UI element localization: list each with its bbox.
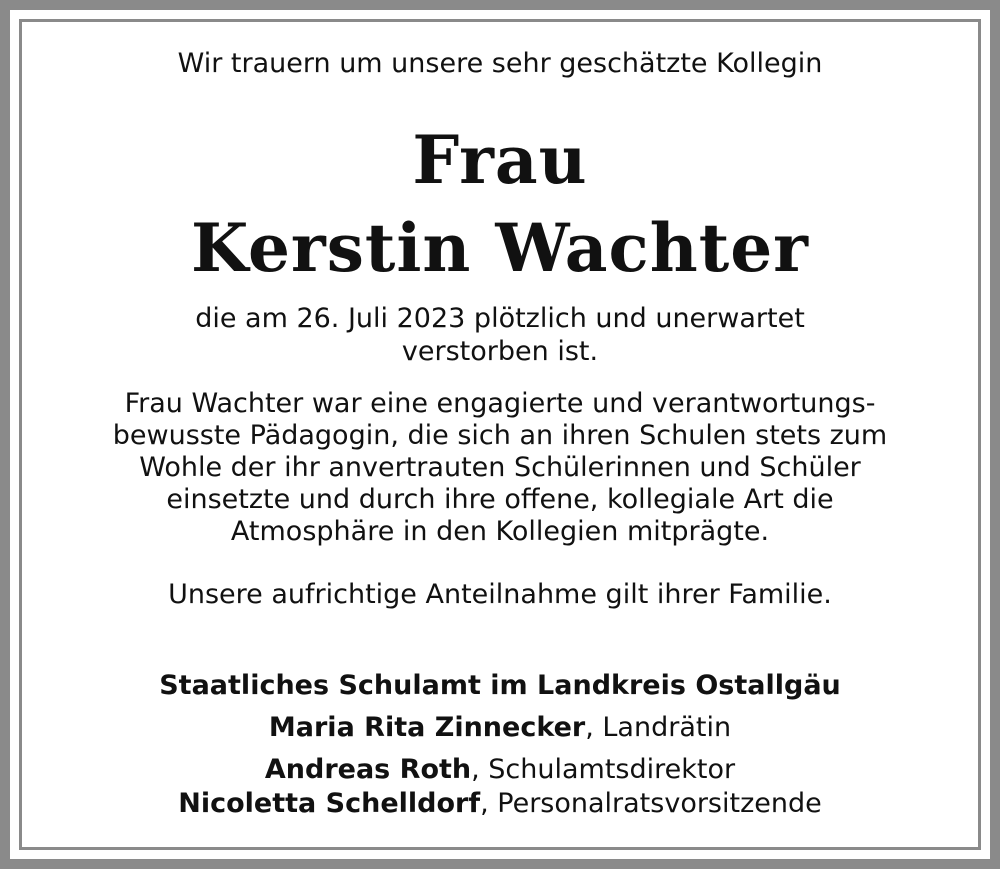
signer-role: , Schulamtsdirektor [471,754,736,785]
date-line-1: die am 26. Juli 2023 plötzlich und unerwartet [195,303,805,334]
date-line-2: verstorben ist. [401,336,599,367]
organization-name: Staatliches Schulamt im Landkreis Ostallgäu [159,670,841,701]
signer-role: , Landrätin [585,712,732,743]
tribute-paragraph [22,388,978,548]
deceased-name: Kerstin Wachter [191,209,809,287]
signer-name: Andreas Roth [264,754,472,785]
signers-block [22,669,978,821]
tribute-line: Wohle der ihr anvertrauten Schülerinnen und Schüler [139,452,861,483]
sympathy-text: Unsere aufrichtige Anteilnahme gilt ihrer Familie. [168,579,832,610]
obituary-notice [22,22,978,847]
signer-role: , Personalratsvorsitzende [480,788,822,819]
tribute-line: Atmosphäre in den Kollegien mitprägte. [230,516,770,547]
signer-line [22,787,978,821]
signer-name: Nicoletta Schelldorf [178,788,481,819]
tribute-line: bewusste Pädagogin, die sich an ihren Schulen stets zum [112,420,888,451]
salutation: Frau [412,121,588,199]
date-of-death-text [22,302,978,368]
intro-text: Wir trauern um unsere sehr geschätzte Kollegin [177,48,823,79]
signer-name: Maria Rita Zinnecker [268,712,586,743]
signer-line [22,711,978,745]
tribute-line: einsetzte und durch ihre offene, kollegiale Art die [166,484,834,515]
signer-line [22,753,978,787]
deceased-name-block [22,116,978,292]
tribute-line: Frau Wachter war eine engagierte und verantwortungs- [124,388,876,419]
